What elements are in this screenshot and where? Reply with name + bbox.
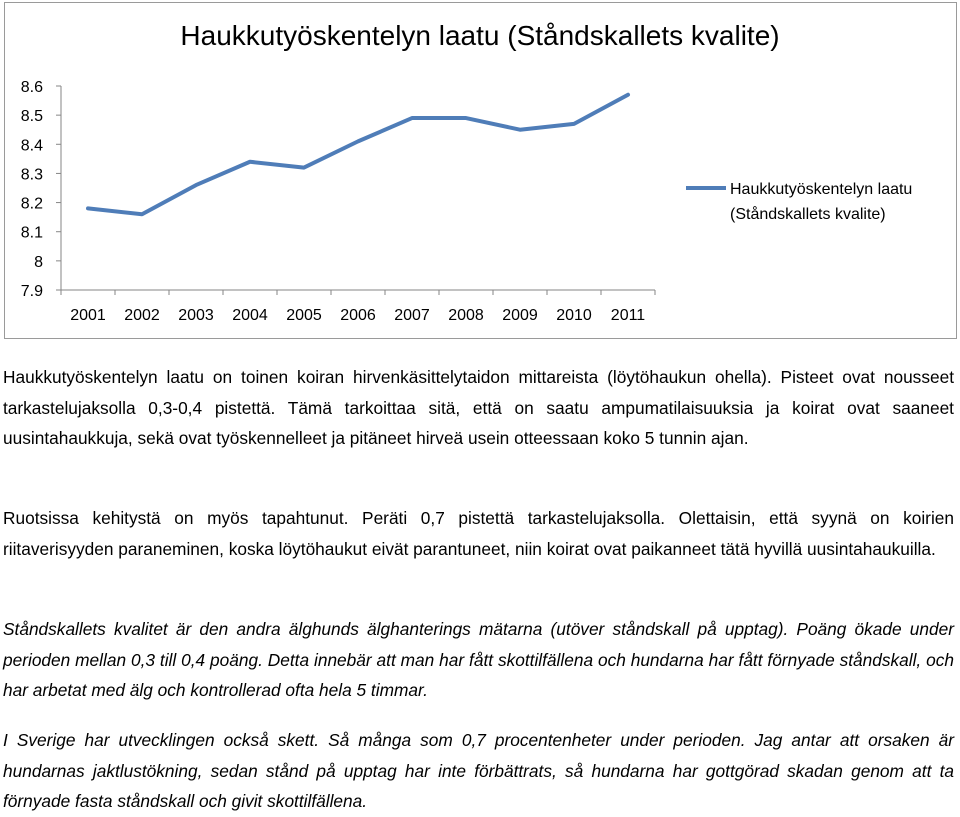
y-tick-label: 8 — [34, 253, 43, 271]
y-tick-label: 7.9 — [20, 283, 43, 300]
y-tick-label: 8.6 — [20, 79, 43, 96]
x-tick-label: 2001 — [70, 307, 106, 324]
series-line — [88, 95, 628, 214]
legend-label: Haukkutyöskentelyn laatu — [730, 181, 913, 198]
x-tick-label: 2003 — [178, 307, 214, 324]
paragraph-sv-1: Ståndskallets kvalitet är den andra älghunds älghanterings mätarna (utöver ståndskall på upptag). Poäng ökade under perioden mellan 0,3 till 0,4 poäng. Detta innebär att man har fått skottilfällena och hundarna har fått förnyade ståndskall, och har arbetat med älg och kontrollerad ofta hela 5 timmar. — [3, 619, 954, 700]
paragraph-fi-1: Haukkutyöskentelyn laatu on toinen koiran hirvenkäsittelytaidon mittareista (löytöhaukun ohella). Pisteet ovat nousseet tarkastelujaksolla 0,3-0,4 pistettä. Tämä tarkoittaa sitä, että on saatu ampumatilaisuuksia ja koirat ovat saaneet uusintahaukkuja, sekä ovat työskennelleet ja pitäneet hirveä usein otteessaan koko 5 tunnin ajan. — [3, 367, 954, 448]
x-tick-label: 2010 — [556, 307, 592, 324]
line-chart — [0, 0, 960, 340]
y-tick-label: 8.3 — [20, 166, 43, 184]
x-tick-label: 2011 — [610, 307, 646, 324]
x-tick-label: 2004 — [232, 307, 268, 324]
x-tick-label: 2007 — [394, 307, 430, 324]
paragraph-sv-2: I Sverige har utvecklingen också skett. Så många som 0,7 procentenheter under perioden. Jag antar att orsaken är hundarnas jaktlustökning, sedan stånd på upptag har inte förbättrats, så hundarna har gottgörad skadan genom att ta förnyade fasta ståndskall och givit skottilfällena. — [3, 730, 954, 811]
legend-label: (Ståndskallets kvalite) — [730, 206, 886, 223]
chart-title: Haukkutyöskentelyn laatu (Ståndskallets kvalite) — [180, 20, 780, 51]
x-tick-label: 2008 — [448, 307, 484, 324]
y-tick-label: 8.5 — [20, 108, 43, 126]
x-tick-label: 2009 — [502, 307, 538, 324]
paragraph-fi-2: Ruotsissa kehitystä on myös tapahtunut. Peräti 0,7 pistettä tarkastelujaksolla. Olettaisin, että syynä on koirien riitaverisyyden paraneminen, koska löytöhaukut eivät parantuneet, niin koirat ovat paikanneet tätä hyvillä uusintahaukuilla. — [3, 508, 954, 559]
x-tick-label: 2005 — [286, 307, 322, 324]
x-tick-label: 2002 — [124, 307, 160, 324]
y-tick-label: 8.4 — [20, 137, 43, 155]
y-tick-label: 8.2 — [20, 195, 43, 213]
y-tick-label: 8.1 — [20, 224, 43, 242]
x-tick-label: 2006 — [340, 307, 376, 324]
